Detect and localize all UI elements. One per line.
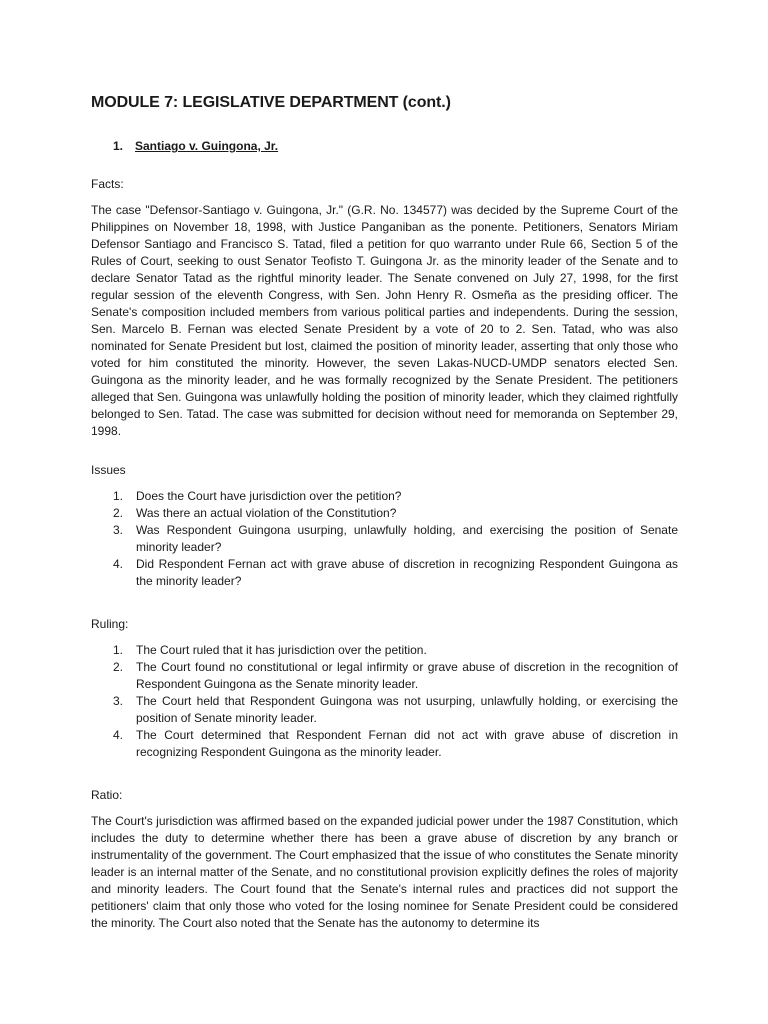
list-item-text: Was Respondent Guingona usurping, unlawfully holding, and exercising the position of Senate minority leader?	[136, 523, 678, 554]
document-page	[91, 93, 678, 932]
list-item	[91, 522, 678, 556]
list-item-number: 1.	[113, 489, 124, 503]
list-item	[91, 505, 678, 522]
list-item-text: The Court found no constitutional or legal infirmity or grave abuse of discretion in the recognition of Respondent Guingona as the Senate minority leader.	[136, 660, 678, 691]
list-item-number: 3.	[113, 523, 124, 537]
list-item	[91, 556, 678, 590]
list-item	[91, 727, 678, 761]
list-item-number: 4.	[113, 557, 124, 571]
ratio-label: Ratio:	[91, 788, 123, 802]
facts-label: Facts:	[91, 177, 124, 191]
module-title: MODULE 7: LEGISLATIVE DEPARTMENT (cont.)	[91, 94, 451, 111]
list-item	[91, 693, 678, 727]
list-item-number: 2.	[113, 506, 124, 520]
list-item	[91, 659, 678, 693]
list-item	[91, 488, 678, 505]
ratio-paragraph: The Court's jurisdiction was affirmed based on the expanded judicial power under the 1987 Constitution, which includes the duty to determine whether there has been a grave abuse of discretion by any branch or instrumentality of the government. The Court emphasized that the issue of who constitutes the Senate minority leader is an internal matter of the Senate, and no constitutional provision explicitly defines the roles of majority and minority leaders. The Court found that the Senate's internal rules and practices did not support the petitioners' claim that only those who voted for the losing nominee for Senate President could be considered the minority. The Court also noted that the Senate has the autonomy to determine its	[91, 814, 678, 930]
case-number: 1.	[113, 139, 124, 153]
list-item-number: 3.	[113, 694, 124, 708]
list-item-text: Was there an actual violation of the Constitution?	[136, 506, 397, 520]
case-name: Santiago v. Guingona, Jr.	[135, 139, 279, 153]
ruling-list	[91, 642, 678, 761]
ruling-label: Ruling:	[91, 617, 129, 631]
list-item-number: 1.	[113, 643, 124, 657]
list-item-text: The Court held that Respondent Guingona was not usurping, unlawfully holding, or exercising the position of Senate minority leader.	[136, 694, 678, 725]
list-item-text: The Court determined that Respondent Fernan did not act with grave abuse of discretion in recognizing Respondent Guingona as the minority leader.	[136, 728, 678, 759]
issues-label: Issues	[91, 463, 126, 477]
facts-paragraph: The case "Defensor-Santiago v. Guingona, Jr." (G.R. No. 134577) was decided by the Supreme Court of the Philippines on November 18, 1998, with Justice Panganiban as the ponente. Petitioners, Senators Miriam Defensor Santiago and Francisco S. Tatad, filed a petition for quo warranto under Rule 66, Section 5 of the Rules of Court, seeking to oust Senator Teofisto T. Guingona Jr. as the minority leader of the Senate and to declare Senator Tatad as the rightful minority leader. The Senate convened on July 27, 1998, for the first regular session of the eleventh Congress, with Sen. John Henry R. Osmeña as the presiding officer. The Senate's composition included members from various political parties and independents. During the session, Sen. Marcelo B. Fernan was elected Senate President by a vote of 20 to 2. Sen. Tatad, who was also nominated for Senate President but lost, claimed the position of minority leader, asserting that only those who voted for him constituted the minority. However, the seven Lakas-NUCD-UMDP senators elected Sen. Guingona as the minority leader, and he was formally recognized by the Senate President. The petitioners alleged that Sen. Guingona was unlawfully holding the position of minority leader, which they claimed rightfully belonged to Sen. Tatad. The case was submitted for decision without need for memoranda on September 29, 1998.	[91, 203, 678, 438]
list-item-number: 2.	[113, 660, 124, 674]
list-item-text: The Court ruled that it has jurisdiction over the petition.	[136, 643, 427, 657]
case-heading	[113, 138, 678, 154]
list-item-text: Does the Court have jurisdiction over the petition?	[136, 489, 402, 503]
issues-list	[91, 488, 678, 590]
list-item-text: Did Respondent Fernan act with grave abuse of discretion in recognizing Respondent Guingona as the minority leader?	[136, 557, 678, 588]
list-item	[91, 642, 678, 659]
list-item-number: 4.	[113, 728, 124, 742]
